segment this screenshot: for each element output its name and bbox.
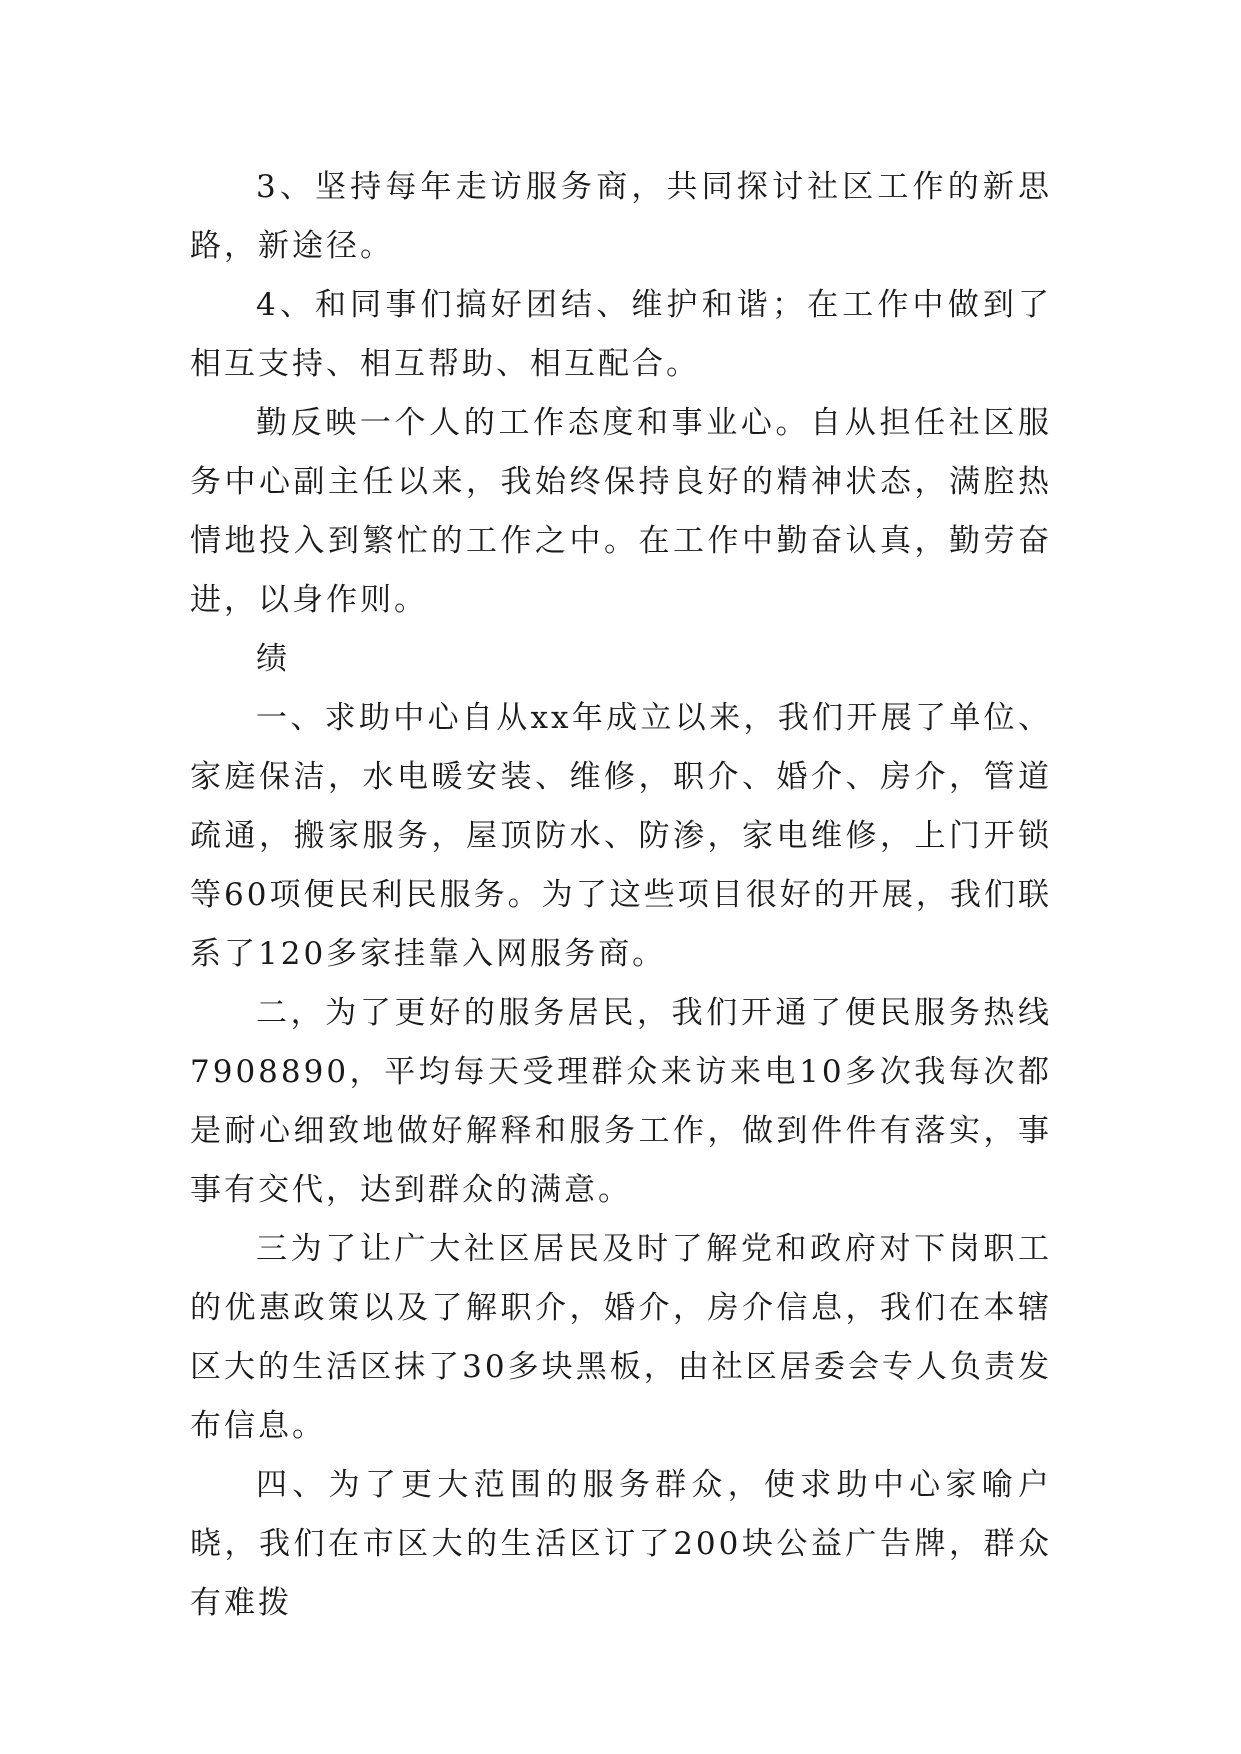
paragraph-point-three: 三为了让广大社区居民及时了解党和政府对下岗职工的优惠政策以及了解职介，婚介，房介信息，我们在本辖区大的生活区抹了30多块黑板，由社区居委会专人负责发布信息。 xyxy=(190,1231,1052,1444)
paragraph-point-four: 四、为了更大范围的服务群众，使求助中心家喻户晓，我们在市区大的生活区订了200块公益广告牌，群众有难拨 xyxy=(190,1467,1052,1621)
paragraph-point-one: 一、求助中心自从xx年成立以来，我们开展了单位、家庭保洁，水电暖安装、维修，职介、婚介、房介，管道疏通，搬家服务，屋顶防水、防渗，家电维修，上门开锁等60项便民利民服务。为了这些项目很好的开展，我们联系了120多家挂靠入网服务商。 xyxy=(190,700,1052,972)
paragraph-diligence: 勤反映一个人的工作态度和事业心。自从担任社区服务中心副主任以来，我始终保持良好的精神状态，满腔热情地投入到繁忙的工作之中。在工作中勤奋认真，勤劳奋进，以身作则。 xyxy=(190,405,1052,618)
section-heading-achievement: 绩 xyxy=(256,641,290,677)
paragraph-point-two: 二，为了更好的服务居民，我们开通了便民服务热线7908890，平均每天受理群众来访来电10多次我每次都是耐心细致地做好解释和服务工作，做到件件有落实，事事有交代，达到群众的满意。 xyxy=(190,995,1052,1208)
paragraph-item-4: 4、和同事们搞好团结、维护和谐；在工作中做到了相互支持、相互帮助、相互配合。 xyxy=(190,287,1052,382)
paragraph-item-3: 3、坚持每年走访服务商，共同探讨社区工作的新思路，新途径。 xyxy=(190,169,1052,264)
document-body xyxy=(190,158,1052,1633)
